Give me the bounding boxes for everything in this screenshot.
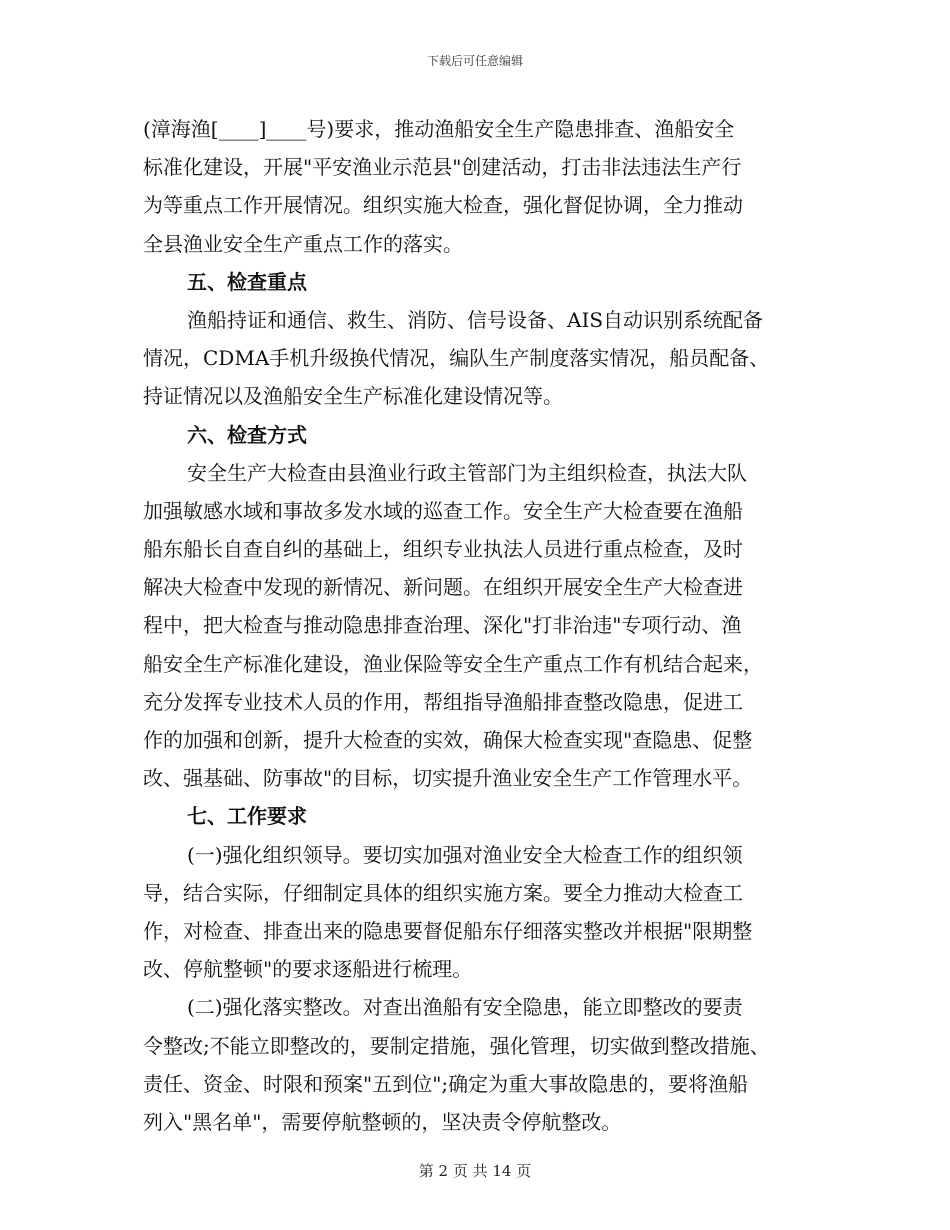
paragraph-line: (二)强化落实整改。对查出渔船有安全隐患，能立即整改的要责 — [187, 995, 743, 1020]
section-heading: 五、检查重点 — [187, 269, 307, 294]
paragraph-line: 标准化建设，开展"平安渔业示范县"创建活动，打击非法违法生产行 — [143, 155, 742, 180]
paragraph-line: 令整改;不能立即整改的，要制定措施，强化管理，切实做到整改措施、 — [143, 1033, 770, 1058]
paragraph-line: 充分发挥专业技术人员的作用，帮组指导渔船排查整改隐患，促进工 — [143, 689, 743, 714]
paragraph-line: 改、强基础、防事故"的目标，切实提升渔业安全生产工作管理水平。 — [143, 766, 753, 791]
paragraph-line: 加强敏感水域和事故多发水域的巡查工作。安全生产大检查要在渔船 — [143, 498, 743, 523]
paragraph-line: 全县渔业安全生产重点工作的落实。 — [143, 231, 463, 256]
page-header: 下载后可任意编辑 — [426, 54, 523, 68]
paragraph-line: (漳海渔[____]____号)要求，推动渔船安全生产隐患排查、渔船安全 — [143, 117, 735, 141]
paragraph-line: 导，结合实际，仔细制定具体的组织实施方案。要全力推动大检查工 — [143, 880, 743, 905]
paragraph-line: 为等重点工作开展情况。组织实施大检查，强化督促协调，全力推动 — [143, 193, 743, 218]
document-body — [143, 110, 823, 1141]
paragraph-line: 情况，CDMA手机升级换代情况，编队生产制度落实情况，船员配备、 — [143, 346, 770, 371]
page-footer: 第 2 页 共 14 页 — [418, 1162, 532, 1180]
paragraph-line: 责任、资金、时限和预案"五到位";确定为重大事故隐患的，要将渔船 — [143, 1071, 749, 1096]
paragraph-line: 程中，把大检查与推动隐患排查治理、深化"打非治违"专项行动、渔 — [143, 613, 742, 638]
paragraph-line: 安全生产大检查由县渔业行政主管部门为主组织检查，执法大队 — [187, 460, 747, 485]
paragraph-line: 作，对检查、排查出来的隐患要督促船东仔细落实整改并根据"限期整 — [143, 918, 753, 943]
paragraph-line: (一)强化组织领导。要切实加强对渔业安全大检查工作的组织领 — [187, 842, 743, 867]
section-heading: 七、工作要求 — [187, 804, 307, 829]
paragraph-line: 持证情况以及渔船安全生产标准化建设情况等。 — [143, 384, 563, 409]
paragraph-line: 解决大检查中发现的新情况、新问题。在组织开展安全生产大检查进 — [143, 575, 743, 600]
paragraph-line: 渔船持证和通信、救生、消防、信号设备、AIS自动识别系统配备 — [187, 307, 764, 332]
paragraph-line: 船安全生产标准化建设，渔业保险等安全生产重点工作有机结合起来， — [143, 651, 763, 676]
paragraph-line: 列入"黑名单"，需要停航整顿的，坚决责令停航整改。 — [143, 1109, 622, 1134]
section-heading: 六、检查方式 — [187, 422, 307, 447]
paragraph-line: 作的加强和创新，提升大检查的实效，确保大检查实现"查隐患、促整 — [143, 728, 753, 752]
paragraph-line: 船东船长自查自纠的基础上，组织专业执法人员进行重点检查，及时 — [143, 537, 743, 562]
paragraph-line: 改、停航整顿"的要求逐船进行梳理。 — [143, 957, 473, 982]
